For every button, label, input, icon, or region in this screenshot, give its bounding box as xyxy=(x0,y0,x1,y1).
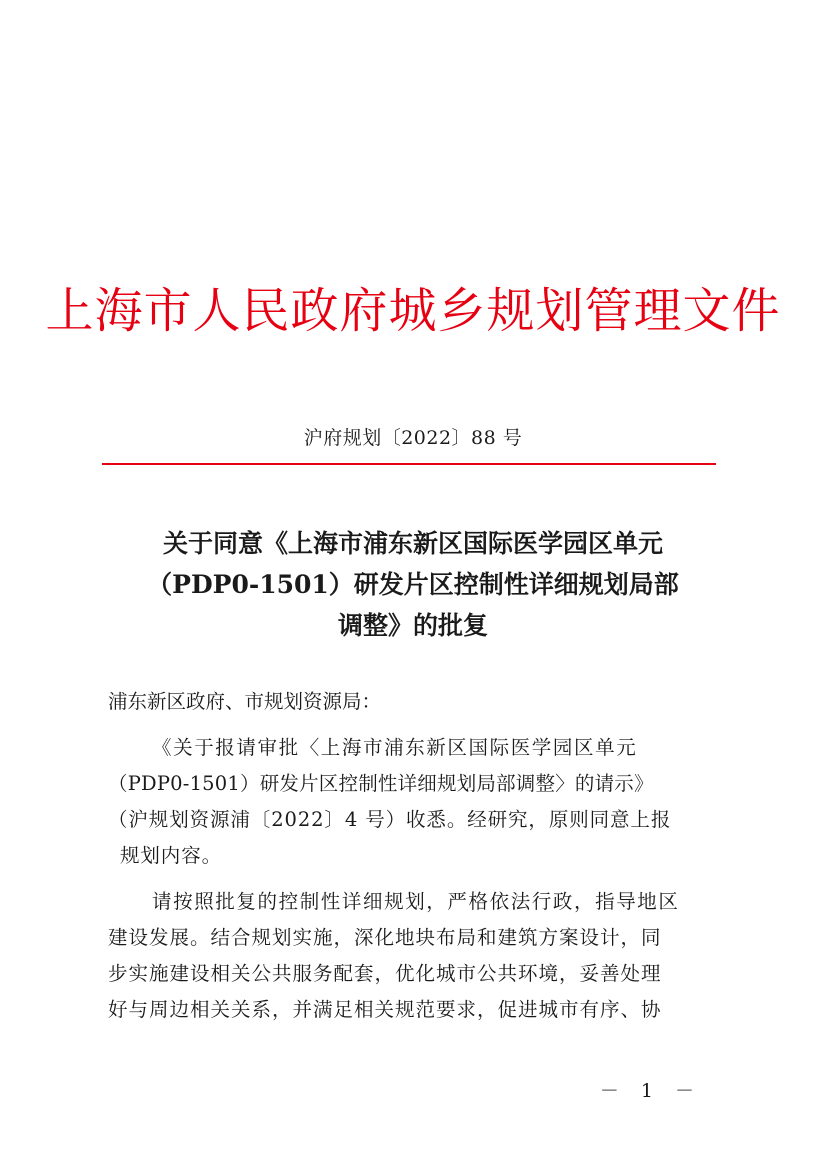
title-line: （PDP0-1501）研发片区控制性详细规划局部 xyxy=(147,570,679,599)
paragraph-line: 建设发展。结合规划实施，深化地块布局和建筑方案设计，同 xyxy=(108,926,662,949)
document-number: 沪府规划〔2022〕88 号 xyxy=(303,427,523,449)
paragraph-line: 规划内容。 xyxy=(120,844,223,867)
paragraph-line: （PDP0-1501）研发片区控制性详细规划局部调整〉的请示》 xyxy=(108,772,654,795)
salutation xyxy=(108,684,720,720)
title-line: 调整》的批复 xyxy=(337,611,488,640)
page-number: － 1 － xyxy=(599,1080,702,1102)
paragraph-1 xyxy=(108,730,720,874)
paragraph-line: （沪规划资源浦〔2022〕4 号）收悉。经研究，原则同意上报 xyxy=(108,808,672,831)
masthead-title: 上海市人民政府城乡规划管理文件 xyxy=(45,283,781,339)
red-divider-line xyxy=(102,463,716,465)
paragraph-2 xyxy=(108,884,720,1028)
paragraph-line: 步实施建设相关公共服务配套，优化城市公共环境，妥善处理 xyxy=(108,962,662,985)
title-line: 关于同意《上海市浦东新区国际医学园区单元 xyxy=(162,529,663,558)
paragraph-line: 好与周边相关关系，并满足相关规范要求，促进城市有序、协 xyxy=(108,998,662,1021)
paragraph-line: 《关于报请审批〈上海市浦东新区国际医学园区单元 xyxy=(152,736,638,759)
document-title xyxy=(110,523,716,646)
paragraph-line: 请按照批复的控制性详细规划，严格依法行政，指导地区 xyxy=(152,890,680,913)
salutation-text: 浦东新区政府、市规划资源局： xyxy=(108,690,382,713)
